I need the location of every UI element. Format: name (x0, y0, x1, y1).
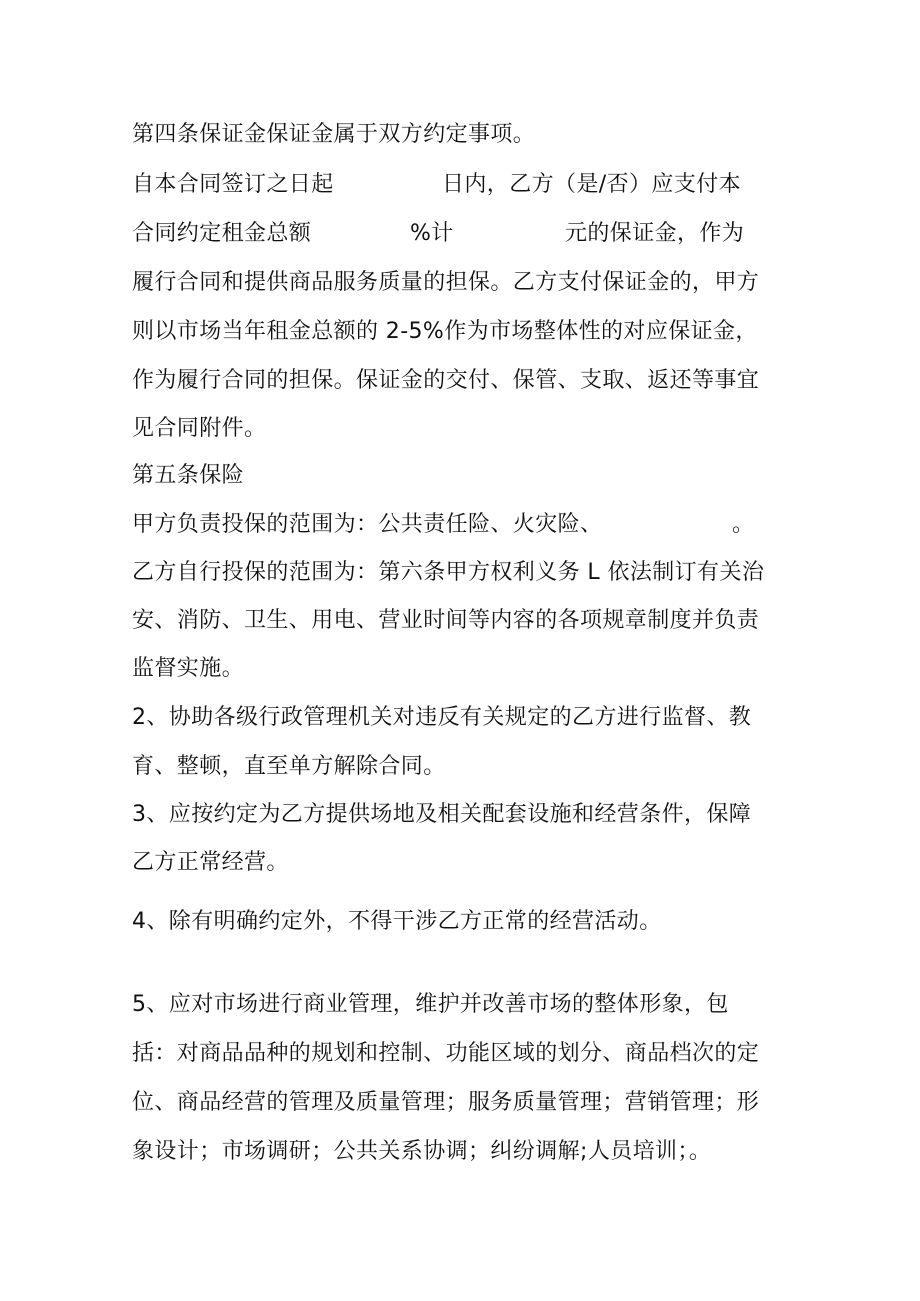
item4-line1: 4、除有明确约定外，不得干涉乙方正常的经营活动。 (132, 909, 662, 934)
article4-line2-part-a: 合同约定租金总额 (132, 221, 312, 246)
item2-line1: 2、协助各级行政管理机关对违反有关规定的乙方进行监督、教 (132, 705, 752, 730)
article4-line3: 履行合同和提供商品服务质量的担保。乙方支付保证金的，甲方 (132, 270, 760, 295)
article4-line1-part-a: 自本合同签订之日起 (132, 172, 334, 197)
article5-heading: 第五条保险 (132, 463, 245, 488)
item3-line2: 乙方正常经营。 (132, 850, 289, 875)
article5-line3: 安、消防、卫生、用电、营业时间等内容的各项规章制度并负责 (132, 608, 760, 633)
item2-line2: 育、整顿，直至单方解除合同。 (132, 754, 446, 779)
article4-line2-part-c: 元的保证金，作为 (565, 221, 745, 246)
article4-line4: 则以市场当年租金总额的 2-5%作为市场整体性的对应保证金， (132, 319, 758, 344)
item5-line2: 括：对商品品种的规划和控制、功能区域的划分、商品档次的定 (132, 1041, 760, 1066)
article5-line1 (132, 510, 772, 540)
article5-line1-part-b: 。 (732, 512, 755, 537)
article5-line4: 监督实施。 (132, 656, 245, 681)
article4-line2-part-b: %计 (410, 221, 454, 246)
item3-line1: 3、应按约定为乙方提供场地及相关配套设施和经营条件，保障 (132, 802, 752, 827)
article4-line5: 作为履行合同的担保。保证金的交付、保管、支取、返还等事宜 (132, 368, 760, 393)
item5-line4: 象设计；市场调研；公共关系协调；纠纷调解;人员培训；。 (132, 1139, 712, 1164)
article4-line6: 见合同附件。 (132, 416, 267, 441)
item5-line3: 位、商品经营的管理及质量管理；服务质量管理；营销管理；形 (132, 1090, 760, 1115)
article5-line1-part-a: 甲方负责投保的范围为：公共责任险、火灾险、 (132, 512, 603, 537)
article4-heading: 第四条保证金保证金属于双方约定事项。 (132, 122, 536, 147)
article4-line1-part-b: 日内，乙方（是/否）应支付本 (442, 172, 742, 197)
article5-line2: 乙方自行投保的范围为：第六条甲方权利义务 L 依法制订有关治 (132, 560, 765, 585)
article4-line1 (132, 170, 772, 200)
article4-line2 (132, 219, 772, 249)
item5-line1: 5、应对市场进行商业管理，维护并改善市场的整体形象，包 (132, 992, 729, 1017)
